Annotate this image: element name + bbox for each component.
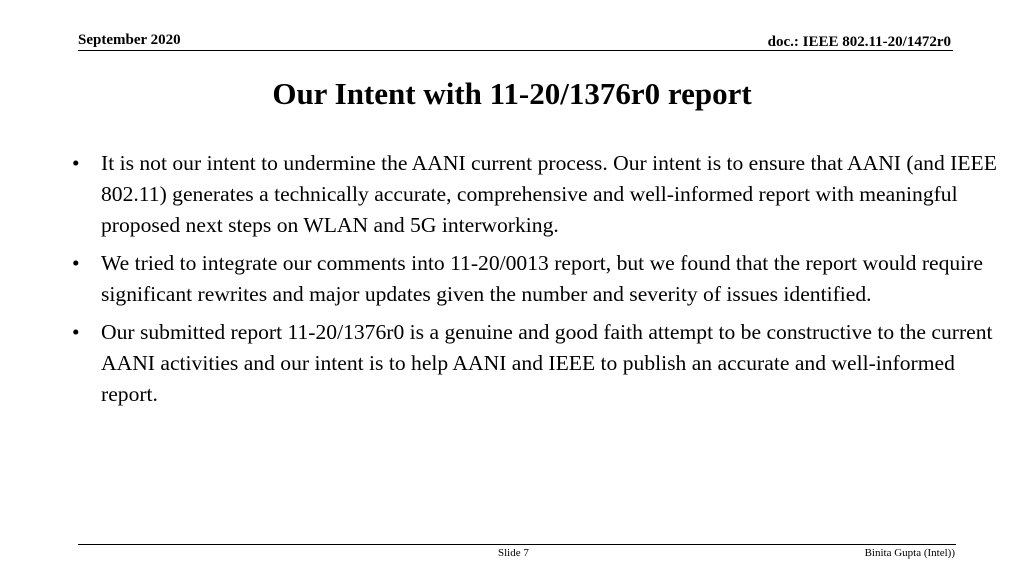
header-date: September 2020: [78, 32, 181, 48]
header-doc-id: doc.: IEEE 802.11-20/1472r0: [767, 34, 951, 50]
bullet-text: We tried to integrate our comments into 11-20/0013 report, but we found that the report would require significant rewrites and major updates given the number and severity of issues identified.: [101, 251, 983, 306]
bullet-item: [72, 148, 997, 241]
bullet-marker: •: [72, 151, 80, 175]
header-divider: [78, 50, 953, 51]
footer-divider: [78, 544, 956, 545]
bullet-list: [72, 148, 997, 417]
bullet-marker: •: [72, 320, 80, 344]
bullet-text: It is not our intent to undermine the AANI current process. Our intent is to ensure that AANI (and IEEE 802.11) generates a technically accurate, comprehensive and well-informed report with meaningful proposed next steps on WLAN and 5G interworking.: [101, 151, 997, 237]
bullet-item: [72, 317, 997, 410]
bullet-item: [72, 248, 997, 310]
slide-title: Our Intent with 11-20/1376r0 report: [272, 76, 752, 111]
footer-author: Binita Gupta (Intel)): [864, 547, 955, 559]
bullet-marker: •: [72, 251, 80, 275]
slide-number: Slide 7: [498, 547, 529, 559]
bullet-text: Our submitted report 11-20/1376r0 is a genuine and good faith attempt to be constructive to the current AANI activities and our intent is to help AANI and IEEE to publish an accurate and well-informed report.: [101, 320, 993, 406]
